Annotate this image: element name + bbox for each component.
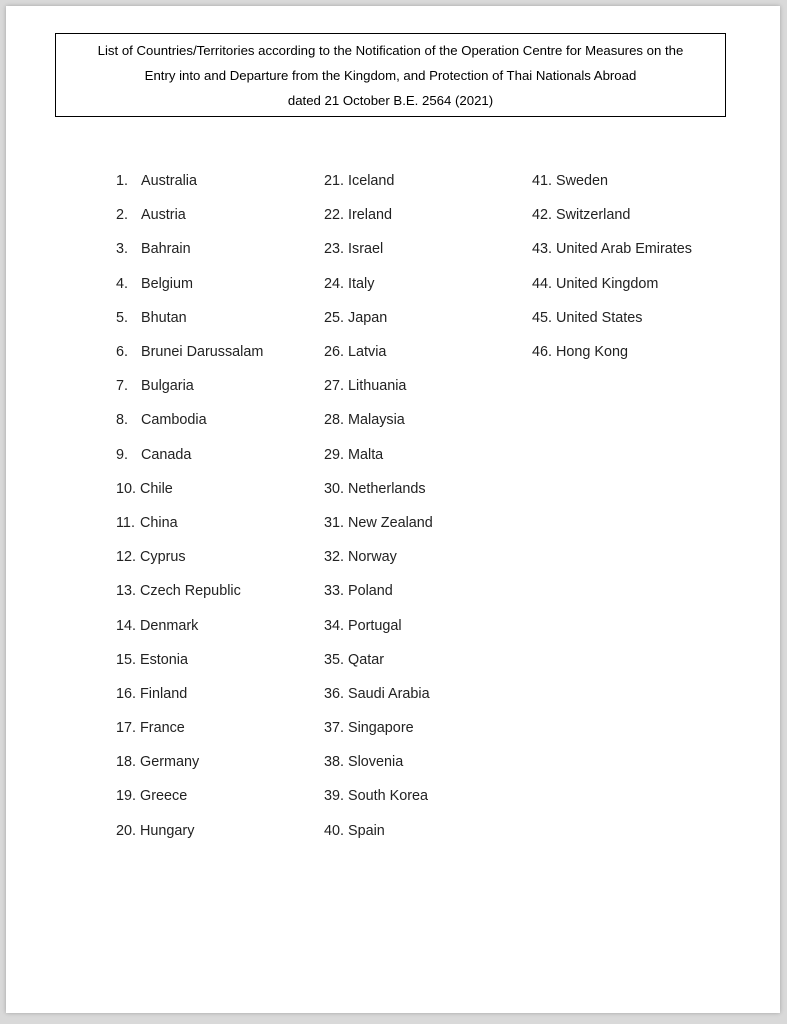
list-item-number: 8. <box>116 412 129 429</box>
list-item-number: 22. <box>324 207 345 224</box>
country-name: Sweden <box>556 173 609 190</box>
country-name: Austria <box>141 207 186 224</box>
list-item-number: 7. <box>116 378 129 395</box>
country-column-3 <box>532 164 692 369</box>
title-line-3: dated 21 October B.E. 2564 (2021) <box>287 92 494 108</box>
list-item <box>324 267 433 301</box>
list-item-number: 39. <box>324 788 345 805</box>
country-name: Czech Republic <box>140 583 241 600</box>
list-item <box>116 369 263 403</box>
list-item-number: 10. <box>116 480 137 497</box>
list-item <box>324 472 433 506</box>
country-name: Iceland <box>348 173 395 190</box>
document-page <box>6 6 780 1013</box>
list-item <box>324 643 433 677</box>
list-item-number: 18. <box>116 754 137 771</box>
list-item <box>324 677 433 711</box>
list-item <box>324 198 433 232</box>
country-name: Germany <box>140 754 200 771</box>
list-item-number: 6. <box>116 344 129 361</box>
country-name: Slovenia <box>348 754 404 771</box>
list-item-number: 37. <box>324 720 345 737</box>
country-name: Canada <box>141 446 192 463</box>
country-name: Portugal <box>348 617 402 634</box>
list-item-number: 23. <box>324 241 345 258</box>
list-item-number: 14. <box>116 617 137 634</box>
list-item-number: 43. <box>532 241 553 258</box>
list-item-number: 5. <box>116 309 129 326</box>
list-item <box>324 164 433 198</box>
list-item <box>116 779 263 813</box>
list-item-number: 33. <box>324 583 345 600</box>
country-name: Finland <box>140 685 188 702</box>
list-item-number: 30. <box>324 480 345 497</box>
list-item-number: 24. <box>324 275 345 292</box>
list-item <box>116 711 263 745</box>
list-item <box>324 335 433 369</box>
list-item <box>324 301 433 335</box>
country-name: Hungary <box>140 822 195 839</box>
country-name: United Kingdom <box>556 275 659 292</box>
country-name: Hong Kong <box>556 344 629 361</box>
list-item-number: 12. <box>116 549 137 566</box>
country-name: Brunei Darussalam <box>141 344 264 361</box>
list-item-number: 31. <box>324 514 345 531</box>
list-item-number: 32. <box>324 549 345 566</box>
list-item <box>116 403 263 437</box>
country-name: China <box>140 514 178 531</box>
country-name: Italy <box>348 275 375 292</box>
country-name: Estonia <box>140 651 188 668</box>
title-line-2: Entry into and Departure from the Kingdom, and Protection of Thai Nationals Abroad <box>144 67 637 83</box>
country-name: Cyprus <box>140 549 186 566</box>
country-name: Israel <box>348 241 384 258</box>
list-item <box>532 232 692 266</box>
list-item <box>116 301 263 335</box>
list-item <box>324 608 433 642</box>
list-item-number: 2. <box>116 207 129 224</box>
country-name: Bahrain <box>141 241 191 258</box>
list-item <box>324 779 433 813</box>
list-item-number: 1. <box>116 173 129 190</box>
list-item-number: 36. <box>324 685 345 702</box>
list-item-number: 27. <box>324 378 345 395</box>
list-item-number: 25. <box>324 309 345 326</box>
country-name: Denmark <box>140 617 199 634</box>
list-item <box>116 643 263 677</box>
country-name: Bulgaria <box>141 378 194 395</box>
list-item <box>324 438 433 472</box>
list-item-number: 4. <box>116 275 129 292</box>
country-name: Chile <box>140 480 173 497</box>
list-item-number: 26. <box>324 344 345 361</box>
list-item <box>116 232 263 266</box>
list-item <box>324 745 433 779</box>
title-box <box>55 33 726 117</box>
list-item-number: 46. <box>532 344 553 361</box>
country-name: Malta <box>348 446 384 463</box>
list-item <box>116 608 263 642</box>
list-item <box>116 335 263 369</box>
list-item <box>324 574 433 608</box>
list-item-number: 19. <box>116 788 137 805</box>
country-column-1 <box>116 164 263 848</box>
country-name: New Zealand <box>348 514 433 531</box>
list-item <box>116 506 263 540</box>
list-item-number: 34. <box>324 617 345 634</box>
list-item <box>116 198 263 232</box>
list-item-number: 44. <box>532 275 553 292</box>
list-item-number: 11. <box>116 514 135 531</box>
country-column-2 <box>324 164 433 848</box>
list-item <box>116 438 263 472</box>
list-item <box>324 711 433 745</box>
list-item <box>324 506 433 540</box>
list-item-number: 13. <box>116 583 137 600</box>
country-name: Poland <box>348 583 393 600</box>
country-name: Latvia <box>348 344 387 361</box>
list-item-number: 17. <box>116 720 137 737</box>
list-item <box>532 335 692 369</box>
country-name: France <box>140 720 185 737</box>
country-name: Cambodia <box>141 412 207 429</box>
country-name: Saudi Arabia <box>348 685 430 702</box>
list-item <box>324 369 433 403</box>
country-name: Ireland <box>348 207 393 224</box>
country-name: Spain <box>348 822 385 839</box>
country-name: Norway <box>348 549 397 566</box>
list-item <box>116 540 263 574</box>
list-item-number: 28. <box>324 412 345 429</box>
list-item <box>116 472 263 506</box>
list-item-number: 9. <box>116 446 129 463</box>
list-item <box>324 232 433 266</box>
list-item <box>324 403 433 437</box>
list-item-number: 16. <box>116 685 137 702</box>
list-item <box>116 745 263 779</box>
country-name: Singapore <box>348 720 414 737</box>
title-line-1: List of Countries/Territories according to the Notification of the Operation Centre for Measures on the <box>97 42 684 58</box>
list-item-number: 29. <box>324 446 345 463</box>
country-name: Bhutan <box>141 309 187 326</box>
country-name: Belgium <box>141 275 193 292</box>
country-name: Lithuania <box>348 378 407 395</box>
country-name: Greece <box>140 788 188 805</box>
country-name: United Arab Emirates <box>556 241 692 258</box>
list-item-number: 21. <box>324 173 345 190</box>
list-item <box>116 574 263 608</box>
list-item <box>116 267 263 301</box>
list-item-number: 35. <box>324 651 345 668</box>
list-item <box>532 301 692 335</box>
list-item-number: 15. <box>116 651 137 668</box>
list-item <box>532 164 692 198</box>
list-item <box>532 198 692 232</box>
country-name: Netherlands <box>348 480 426 497</box>
list-item-number: 3. <box>116 241 129 258</box>
country-name: United States <box>556 309 643 326</box>
country-name: South Korea <box>348 788 429 805</box>
list-item-number: 41. <box>532 173 553 190</box>
list-item-number: 40. <box>324 822 345 839</box>
list-item <box>116 677 263 711</box>
country-name: Australia <box>141 173 197 190</box>
list-item <box>116 814 263 848</box>
list-item <box>116 164 263 198</box>
list-item-number: 45. <box>532 309 553 326</box>
country-name: Switzerland <box>556 207 631 224</box>
list-item <box>324 540 433 574</box>
list-item-number: 38. <box>324 754 345 771</box>
country-name: Malaysia <box>348 412 405 429</box>
country-name: Japan <box>348 309 388 326</box>
list-item-number: 42. <box>532 207 553 224</box>
country-name: Qatar <box>348 651 384 668</box>
list-item <box>324 814 433 848</box>
list-item-number: 20. <box>116 822 137 839</box>
list-item <box>532 267 692 301</box>
